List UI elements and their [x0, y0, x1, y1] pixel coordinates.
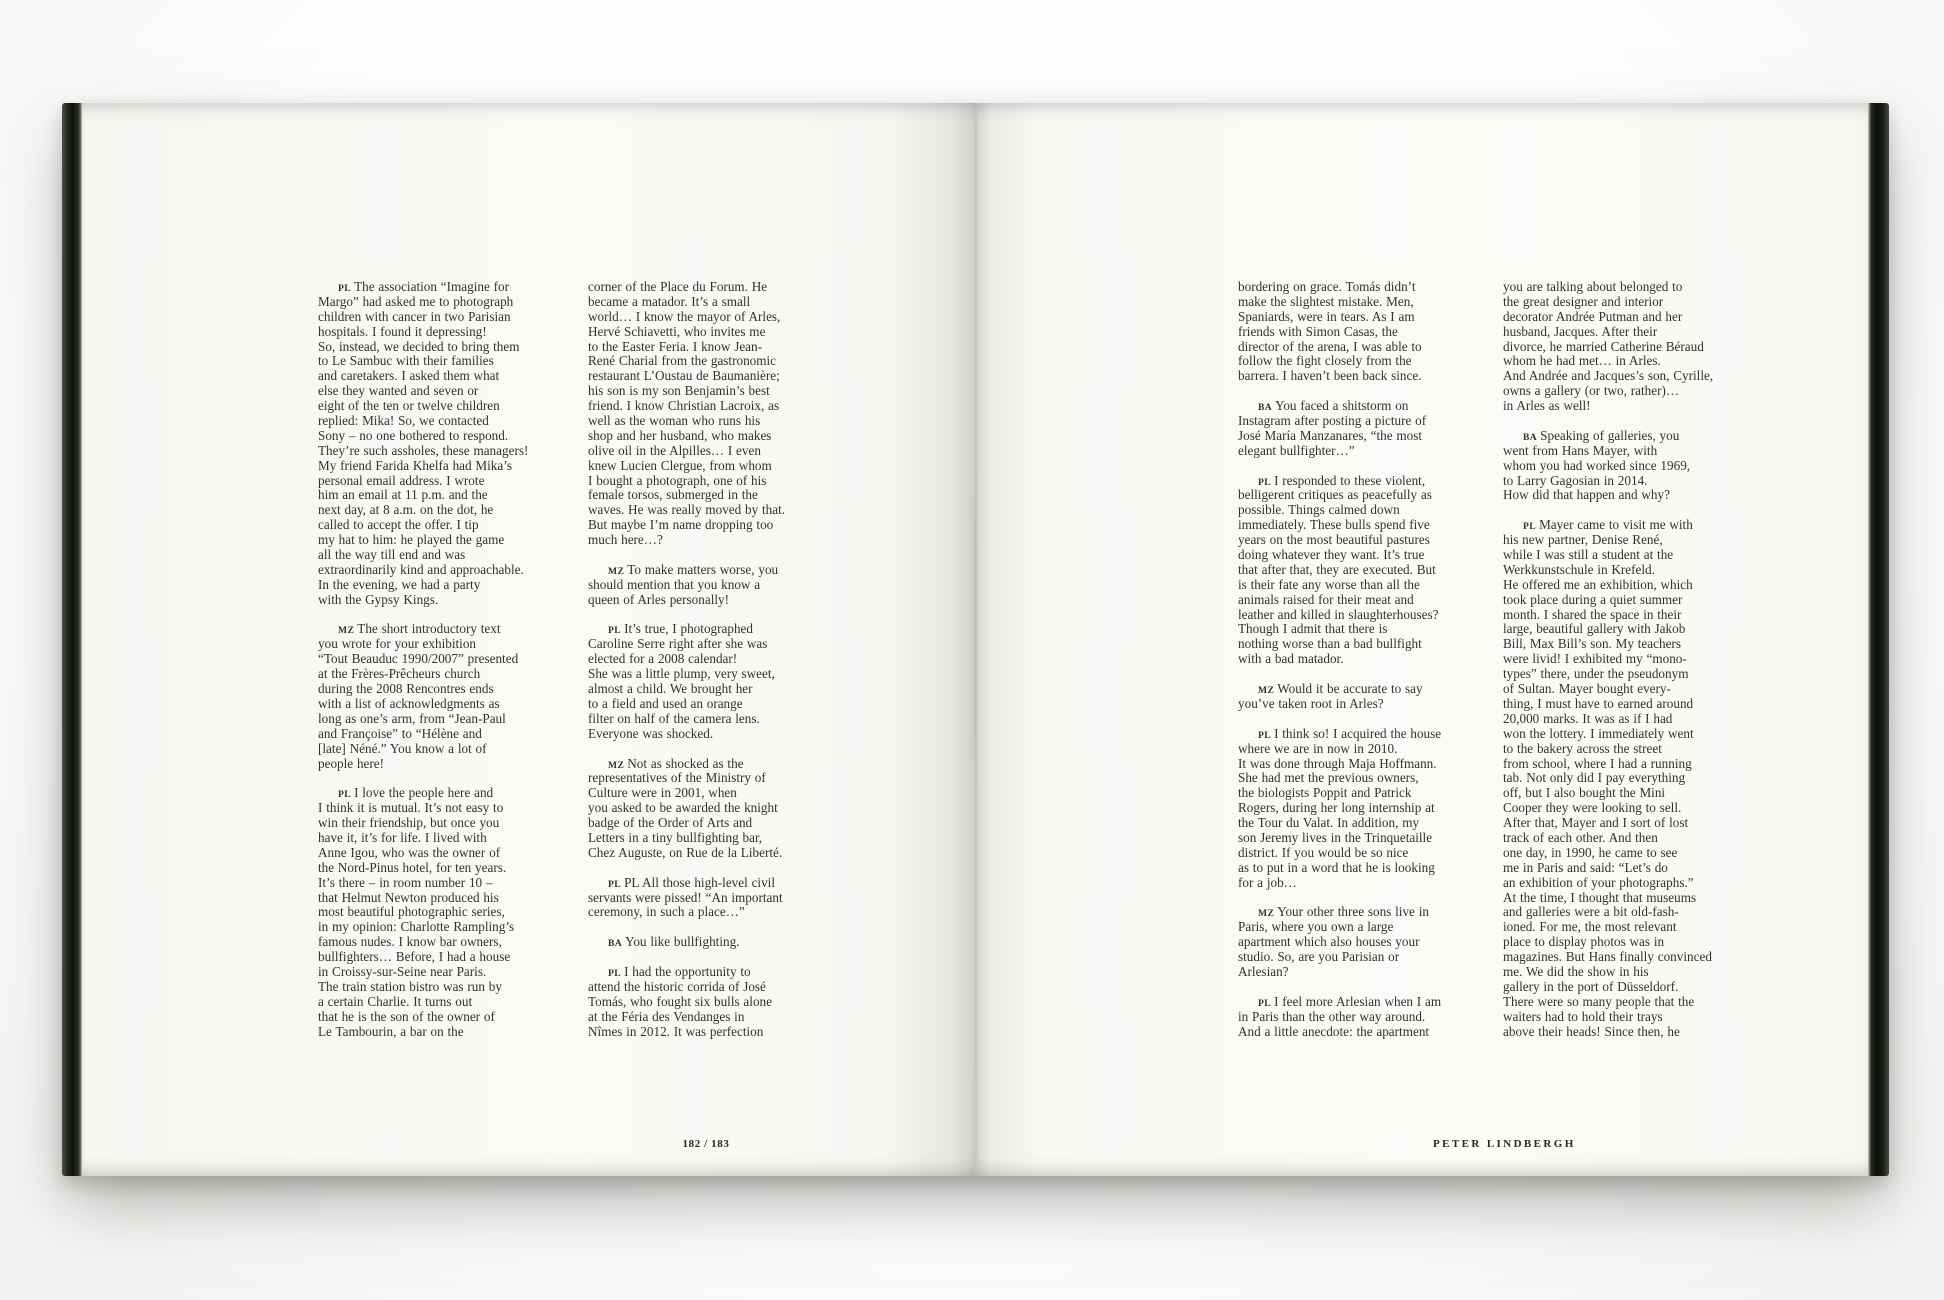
- text-line: BA You like bullfighting.: [608, 934, 740, 950]
- text-line: you are talking about belonged to: [1503, 279, 1683, 294]
- text-line: Though I admit that there is: [1238, 621, 1388, 637]
- text-line: PL The association “Imagine for: [338, 279, 509, 294]
- text-line: restaurant L’Oustau de Baumanière;: [588, 368, 780, 384]
- text-line: were livid! I exhibited my “mono-: [1503, 651, 1687, 667]
- text-line: to a field and used an orange: [588, 695, 743, 711]
- text-line: Werkkunstschule in Krefeld.: [1503, 561, 1655, 577]
- text-line: personal email address. I wrote: [318, 472, 485, 488]
- text-line: olive oil in the Alpilles… I even: [588, 442, 761, 458]
- speaker-label: PL: [1258, 729, 1272, 741]
- text-line: apartment which also houses your: [1238, 934, 1420, 950]
- text-line: owns a gallery (or two, rather)…: [1503, 383, 1680, 399]
- text-line: MZ The short introductory text: [338, 621, 501, 637]
- text-line: female torsos, submerged in the: [588, 487, 758, 503]
- text-line: Chez Auguste, on Rue de la Liberté.: [588, 844, 783, 860]
- book-cover-edge-left: [62, 103, 82, 1176]
- text-line: whom he had met… in Arles.: [1503, 353, 1661, 369]
- text-line: doing whatever they want. It’s true: [1238, 547, 1425, 563]
- text-line: an exhibition of your photographs.”: [1503, 874, 1694, 890]
- text-line: ceremony, in such a place…”: [588, 904, 745, 920]
- text-column-2: [588, 280, 828, 1039]
- text-line: decorator Andrée Putman and her: [1503, 308, 1683, 324]
- text-line: elegant bullfighter…”: [1238, 442, 1355, 458]
- text-line: nothing worse than a bad bullfight: [1238, 636, 1422, 652]
- text-line: René Charial from the gastronomic: [588, 353, 777, 369]
- text-line: Rogers, during her long internship at: [1238, 800, 1435, 816]
- text-line: and galleries were a bit old-fash-: [1503, 904, 1679, 920]
- text-line: PL I feel more Arlesian when I am: [1258, 993, 1442, 1009]
- text-line: PL I responded to these violent,: [1258, 472, 1426, 488]
- text-line: the Nord-Pinus hotel, for ten years.: [318, 859, 507, 875]
- text-line: at the Frères-Prêcheurs church: [318, 666, 481, 682]
- text-line: me in Paris and said: “Let’s do: [1503, 859, 1668, 875]
- text-line: It’s there – in room number 10 –: [318, 874, 493, 890]
- text-line: friend. I know Christian Lacroix, as: [588, 398, 780, 414]
- text-line: Everyone was shocked.: [588, 725, 714, 741]
- text-line: PL I had the opportunity to: [608, 963, 751, 979]
- text-line: queen of Arles personally!: [588, 591, 730, 607]
- paragraph: [318, 622, 558, 771]
- text-line: She was a little plump, very sweet,: [588, 666, 775, 682]
- text-line: PL It’s true, I photographed: [608, 621, 754, 637]
- text-line: and caretakers. I asked them what: [318, 368, 500, 384]
- text-line: next day, at 8 a.m. on the dot, he: [318, 502, 494, 518]
- text-line: [late] Néné.” You know a lot of: [318, 740, 487, 756]
- paragraph: [588, 280, 828, 548]
- text-column-3: [1238, 280, 1478, 1039]
- text-line: of Sultan. Mayer bought every-: [1503, 681, 1671, 697]
- text-line: Anne Igou, who was the owner of: [318, 844, 501, 860]
- text-line: for a job…: [1238, 874, 1297, 890]
- paragraph: [1503, 518, 1743, 1039]
- text-line: make the slightest mistake. Men,: [1238, 293, 1414, 309]
- text-line: me. We did the show in his: [1503, 963, 1649, 979]
- book-spread: [62, 103, 1889, 1176]
- text-line: knew Lucien Clergue, from whom: [588, 457, 772, 473]
- text-line: Culture were in 2001, when: [588, 785, 737, 801]
- text-line: BA Speaking of galleries, you: [1523, 427, 1680, 443]
- text-line: shop and her husband, who makes: [588, 427, 772, 443]
- paragraph: [1238, 399, 1478, 459]
- text-line: you wrote for your exhibition: [318, 636, 477, 652]
- text-line: son Jeremy lives in the Trinquetaille: [1238, 829, 1433, 845]
- text-line: month. I shared the space in their: [1503, 606, 1682, 622]
- paragraph: [1238, 682, 1478, 712]
- text-line: replied: Mika! So, we contacted: [318, 413, 489, 429]
- text-line: one day, in 1990, he came to see: [1503, 844, 1678, 860]
- text-line: How did that happen and why?: [1503, 487, 1670, 503]
- speaker-label: PL: [608, 625, 622, 637]
- text-line: the Tour du Valat. In addition, my: [1238, 815, 1420, 831]
- text-line: hospitals. I found it depressing!: [318, 323, 487, 339]
- text-line: waves. He was really moved by that.: [588, 502, 786, 518]
- text-line: possible. Things calmed down: [1238, 502, 1400, 518]
- text-line: Caroline Serre right after she was: [588, 636, 768, 652]
- text-line: won the lottery. I immediately went: [1503, 725, 1694, 741]
- text-line: Cooper they were looking to sell.: [1503, 800, 1682, 816]
- speaker-label: PL: [1258, 476, 1272, 488]
- text-line: called to accept the offer. I tip: [318, 517, 479, 533]
- text-line: off, but I also bought the Mini: [1503, 785, 1666, 801]
- text-line: And a little anecdote: the apartment: [1238, 1023, 1430, 1039]
- text-line: In the evening, we had a party: [318, 576, 481, 592]
- text-line: extraordinarily kind and approachable.: [318, 561, 524, 577]
- paragraph: [588, 935, 828, 950]
- text-line: to the Easter Feria. I know Jean-: [588, 338, 763, 354]
- text-line: him an email at 11 p.m. and the: [318, 487, 488, 503]
- text-line: follow the fight closely from the: [1238, 353, 1412, 369]
- text-line: It was done through Maja Hoffmann.: [1238, 755, 1437, 771]
- text-line: magazines. But Hans finally convinced: [1503, 949, 1712, 965]
- book-spine-gutter: [975, 103, 977, 1176]
- text-line: eight of the ten or twelve children: [318, 398, 500, 414]
- paragraph: [588, 965, 828, 1039]
- text-line: So, instead, we decided to bring them: [318, 338, 520, 354]
- text-line: He offered me an exhibition, which: [1503, 576, 1693, 592]
- text-line: Arlesian?: [1238, 963, 1289, 979]
- text-line: Le Tambourin, a bar on the: [318, 1023, 464, 1039]
- text-line: I bought a photograph, one of his: [588, 472, 767, 488]
- text-line: Instagram after posting a picture of: [1238, 413, 1427, 429]
- text-line: PL PL All those high-level civil: [608, 874, 776, 890]
- text-line: you’ve taken root in Arles?: [1238, 695, 1384, 711]
- text-line: well as the woman who runs his: [588, 413, 761, 429]
- text-line: in Paris than the other way around.: [1238, 1008, 1426, 1024]
- text-line: whom you had worked since 1969,: [1503, 457, 1691, 473]
- text-line: much here…?: [588, 532, 663, 548]
- speaker-label: MZ: [608, 565, 625, 577]
- speaker-label: PL: [338, 283, 352, 294]
- text-line: his new partner, Denise René,: [1503, 532, 1663, 548]
- text-line: barrera. I haven’t been back since.: [1238, 368, 1422, 384]
- text-line: while I was still a student at the: [1503, 547, 1674, 563]
- text-line: the great designer and interior: [1503, 293, 1664, 309]
- text-line: became a matador. It’s a small: [588, 293, 751, 309]
- text-line: husband, Jacques. After their: [1503, 323, 1658, 339]
- text-line: district. If you would be so nice: [1238, 844, 1409, 860]
- text-line: waiters had to hold their trays: [1503, 1008, 1663, 1024]
- speaker-label: MZ: [1258, 685, 1275, 697]
- text-line: in Croissy-sur-Seine near Paris.: [318, 963, 487, 979]
- paragraph: [1503, 429, 1743, 503]
- text-line: is their fate any worse than all the: [1238, 576, 1420, 592]
- text-line: during the 2008 Rencontres ends: [318, 681, 494, 697]
- text-line: But maybe I’m name dropping too: [588, 517, 774, 533]
- speaker-label: PL: [608, 967, 622, 979]
- text-line: leather and killed in slaughterhouses?: [1238, 606, 1439, 622]
- text-line: “Tout Beauduc 1990/2007” presented: [318, 651, 519, 667]
- text-line: at the Féria des Vendanges in: [588, 1008, 745, 1024]
- text-line: as to put in a word that he is looking: [1238, 859, 1435, 875]
- text-line: all the way till end and was: [318, 547, 466, 563]
- speaker-label: PL: [338, 789, 352, 801]
- text-line: representatives of the Ministry of: [588, 770, 766, 786]
- text-line: gallery in the port of Düsseldorf.: [1503, 978, 1679, 994]
- text-line: They’re such assholes, these managers!: [318, 442, 529, 458]
- text-line: immediately. These bulls spend five: [1238, 517, 1430, 533]
- text-line: attend the historic corrida of José: [588, 978, 766, 994]
- text-line: from school, where I had a running: [1503, 755, 1692, 771]
- speaker-label: PL: [1523, 521, 1537, 533]
- text-line: servants were pissed! “An important: [588, 889, 783, 905]
- text-line: types” there, under the pseudonym: [1503, 666, 1689, 682]
- speaker-label: MZ: [1258, 908, 1275, 920]
- text-line: BA You faced a shitstorm on: [1258, 398, 1409, 414]
- text-line: long as one’s arm, from “Jean-Paul: [318, 710, 506, 726]
- text-line: my hat to him: he played the game: [318, 532, 505, 548]
- text-line: After that, Mayer and I sort of lost: [1503, 815, 1689, 831]
- text-line: badge of the Order of Arts and: [588, 815, 753, 831]
- paragraph: [1238, 474, 1478, 668]
- text-line: bordering on grace. Tomás didn’t: [1238, 279, 1416, 294]
- speaker-label: BA: [608, 938, 623, 950]
- text-line: I think it is mutual. It’s not easy to: [318, 800, 504, 816]
- text-line: you asked to be awarded the knight: [588, 800, 778, 816]
- text-line: world… I know the mayor of Arles,: [588, 308, 781, 324]
- text-line: place to display photos was in: [1503, 934, 1665, 950]
- running-footer-author: PETER LINDBERGH: [1433, 1138, 1576, 1150]
- paragraph: [1238, 905, 1478, 979]
- text-line: went from Hans Mayer, with: [1503, 442, 1658, 458]
- paragraph: [1238, 995, 1478, 1040]
- text-line: My friend Farida Khelfa had Mika’s: [318, 457, 513, 473]
- text-line: in my opinion: Charlotte Rampling’s: [318, 919, 515, 935]
- text-line: where we are in now in 2010.: [1238, 740, 1398, 756]
- speaker-label: BA: [1523, 431, 1538, 443]
- text-line: children with cancer in two Parisian: [318, 308, 511, 324]
- text-line: win their friendship, but once you: [318, 815, 500, 831]
- speaker-label: PL: [608, 878, 622, 890]
- text-line: There were so many people that the: [1503, 993, 1695, 1009]
- text-line: At the time, I thought that museums: [1503, 889, 1697, 905]
- text-line: that he is the son of the owner of: [318, 1008, 495, 1024]
- text-line: bullfighters… Before, I had a house: [318, 949, 511, 965]
- paragraph: [588, 622, 828, 741]
- text-line: PL Mayer came to visit me with: [1523, 517, 1693, 533]
- speaker-label: BA: [1258, 402, 1273, 414]
- paragraph: [588, 563, 828, 608]
- speaker-label: PL: [1258, 997, 1272, 1009]
- text-line: Margo” had asked me to photograph: [318, 293, 514, 309]
- text-line: corner of the Place du Forum. He: [588, 279, 768, 294]
- text-line: animals raised for their meat and: [1238, 591, 1414, 607]
- text-line: MZ To make matters worse, you: [608, 561, 779, 577]
- text-line: 20,000 marks. It was as if I had: [1503, 710, 1673, 726]
- text-line: with the Gypsy Kings.: [318, 591, 439, 607]
- text-line: MZ Would it be accurate to say: [1258, 681, 1423, 697]
- text-line: Paris, where you own a large: [1238, 919, 1394, 935]
- text-line: track of each other. And then: [1503, 829, 1658, 845]
- text-line: Letters in a tiny bullfighting bar,: [588, 829, 763, 845]
- text-line: And Andrée and Jacques’s son, Cyrille,: [1503, 368, 1714, 384]
- text-line: director of the arena, I was able to: [1238, 338, 1422, 354]
- text-line: to Larry Gagosian in 2014.: [1503, 472, 1648, 488]
- text-line: his son is my son Benjamin’s best: [588, 383, 770, 399]
- text-line: else they wanted and seven or: [318, 383, 479, 399]
- text-column-4: [1503, 280, 1743, 1039]
- text-line: PL I love the people here and: [338, 785, 494, 801]
- paragraph: [588, 757, 828, 861]
- text-line: should mention that you know a: [588, 576, 761, 592]
- text-line: have it, it’s for life. I lived with: [318, 829, 487, 845]
- text-line: almost a child. We brought her: [588, 681, 753, 697]
- text-line: tab. Not only did I pay everything: [1503, 770, 1686, 786]
- page-number: 182 / 183: [682, 1138, 730, 1150]
- text-line: Sony – no one bothered to respond.: [318, 427, 509, 443]
- text-line: people here!: [318, 755, 385, 771]
- text-line: Hervé Schiavetti, who invites me: [588, 323, 766, 339]
- text-line: filter on half of the camera lens.: [588, 710, 760, 726]
- text-line: in Arles as well!: [1503, 398, 1591, 414]
- text-line: Nîmes in 2012. It was perfection: [588, 1023, 764, 1039]
- text-line: large, beautiful gallery with Jakob: [1503, 621, 1686, 637]
- text-line: PL I think so! I acquired the house: [1258, 725, 1442, 741]
- text-line: MZ Your other three sons live in: [1258, 904, 1429, 920]
- text-line: elected for a 2008 calendar!: [588, 651, 738, 667]
- paragraph: [318, 280, 558, 608]
- speaker-label: MZ: [338, 625, 355, 637]
- paragraph: [1503, 280, 1743, 414]
- text-column-1: [318, 280, 558, 1039]
- paragraph: [588, 876, 828, 921]
- paragraph: [1238, 727, 1478, 891]
- text-line: MZ Not as shocked as the: [608, 755, 744, 771]
- text-line: famous nudes. I know bar owners,: [318, 934, 502, 950]
- speaker-label: MZ: [608, 759, 625, 771]
- text-line: She had met the previous owners,: [1238, 770, 1419, 786]
- text-line: Tomás, who fought six bulls alone: [588, 993, 772, 1009]
- text-line: Spaniards, were in tears. As I am: [1238, 308, 1415, 324]
- paragraph: [1238, 280, 1478, 384]
- text-line: with a list of acknowledgments as: [318, 695, 500, 711]
- text-line: The train station bistro was run by: [318, 978, 502, 994]
- text-line: ioned. For me, the most relevant: [1503, 919, 1677, 935]
- text-line: took place during a quiet summer: [1503, 591, 1683, 607]
- text-line: José María Manzanares, “the most: [1238, 427, 1422, 443]
- text-line: and Françoise” to “Hélène and: [318, 725, 482, 741]
- text-line: belligerent critiques as peacefully as: [1238, 487, 1432, 503]
- text-line: years on the most beautiful pastures: [1238, 532, 1430, 548]
- text-line: studio. So, are you Parisian or: [1238, 949, 1400, 965]
- text-line: divorce, he married Catherine Béraud: [1503, 338, 1704, 354]
- text-line: that Helmut Newton produced his: [318, 889, 499, 905]
- paragraph: [318, 786, 558, 1039]
- book-cover-edge-right: [1868, 103, 1889, 1176]
- text-line: to Le Sambuc with their families: [318, 353, 494, 369]
- text-line: that after that, they are executed. But: [1238, 561, 1436, 577]
- text-line: the biologists Poppit and Patrick: [1238, 785, 1412, 801]
- text-line: most beautiful photographic series,: [318, 904, 505, 920]
- text-line: Bill, Max Bill’s son. My teachers: [1503, 636, 1681, 652]
- text-line: to the bakery across the street: [1503, 740, 1662, 756]
- text-line: friends with Simon Casas, the: [1238, 323, 1398, 339]
- text-line: above their heads! Since then, he: [1503, 1023, 1680, 1039]
- text-line: with a bad matador.: [1238, 651, 1344, 667]
- text-line: a certain Charlie. It turns out: [318, 993, 473, 1009]
- text-line: thing, I must have to earned around: [1503, 695, 1694, 711]
